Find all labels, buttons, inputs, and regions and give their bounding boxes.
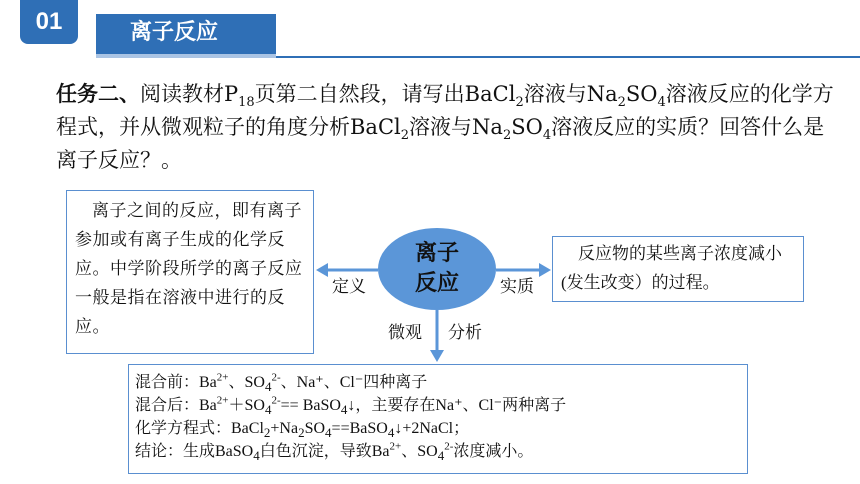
analysis-text: 白色沉淀，导致Ba <box>259 443 390 460</box>
analysis-sup: 2+ <box>389 440 402 453</box>
analysis-text: 混合前：Ba <box>135 374 217 391</box>
analysis-line-before <box>135 371 743 394</box>
task-text: 溶液与Na <box>523 82 618 106</box>
label-essence: 实质 <box>500 277 534 297</box>
task-label: 任务二、 <box>56 82 140 106</box>
analysis-line-conclusion <box>135 440 743 463</box>
analysis-text: 、Na⁺、Cl⁻四种离子 <box>280 374 428 391</box>
essence-box: 反应物的某些离子浓度减小(发生改变）的过程。 <box>552 236 804 302</box>
page-title: 离子反应 <box>130 20 219 45</box>
definition-box: 离子之间的反应，即有离子参加或有离子生成的化学反应。中学阶段所学的离子反应一般是指在溶液中进行的反应。 <box>66 190 314 354</box>
task-sub: 2 <box>617 95 626 111</box>
analysis-sub: 2 <box>298 425 305 441</box>
analysis-text: SO <box>304 420 326 437</box>
task-text: 溶液反应的化学方程式，并从微观粒子的角度分析BaCl <box>56 82 834 139</box>
analysis-sup: 2- <box>271 371 281 384</box>
analysis-sub: 2 <box>263 425 271 441</box>
analysis-sub: 4 <box>437 448 445 464</box>
analysis-sub: 4 <box>340 402 348 418</box>
analysis-text: 、SO <box>228 374 265 391</box>
analysis-text: +Na <box>270 420 299 437</box>
analysis-sup: 2- <box>444 440 454 453</box>
section-number: 01 <box>20 0 78 44</box>
arrow-right-head <box>539 263 551 277</box>
analysis-text: 混合后：Ba <box>135 397 217 414</box>
task-text: 溶液反应的实质？回答什么是离子反应？。 <box>56 115 825 172</box>
task-sub: 2 <box>515 95 524 111</box>
task-sub: 2 <box>502 128 512 144</box>
analysis-sub: 4 <box>253 448 260 464</box>
analysis-box <box>128 364 748 474</box>
analysis-sup: 2- <box>271 394 281 407</box>
analysis-sup: 2+ <box>216 371 229 384</box>
label-definition: 定义 <box>332 277 366 297</box>
analysis-text: 、SO <box>401 443 438 460</box>
analysis-sub: 4 <box>387 425 395 441</box>
analysis-text: ＋SO <box>228 397 265 414</box>
center-concept <box>378 228 496 310</box>
label-micro: 微观 <box>388 323 422 343</box>
analysis-text: 结论：生成BaSO <box>135 443 254 460</box>
analysis-sup: 2+ <box>216 394 229 407</box>
task-sub: 2 <box>400 128 410 144</box>
analysis-text: 浓度减小。 <box>453 443 534 460</box>
analysis-sub: 4 <box>264 379 272 395</box>
center-line2: 反应 <box>414 271 459 296</box>
analysis-line-after <box>135 394 743 417</box>
analysis-sub: 4 <box>264 402 272 418</box>
center-line1: 离子 <box>414 241 459 266</box>
label-analysis: 分析 <box>448 323 482 343</box>
task-text: SO <box>511 115 543 139</box>
analysis-text: ↓，主要存在Na⁺、Cl⁻两种离子 <box>347 397 567 414</box>
analysis-text: 化学方程式：BaCl <box>135 420 264 437</box>
analysis-text: == BaSO <box>280 397 341 414</box>
task-sub: 4 <box>542 128 552 144</box>
task-sub: 18 <box>238 95 255 111</box>
analysis-sub: 4 <box>325 425 332 441</box>
analysis-line-equation <box>135 417 743 440</box>
task-text: 阅读教材P <box>140 82 239 106</box>
arrow-left-head <box>316 263 328 277</box>
task-text: SO <box>625 82 658 106</box>
analysis-text: ↓+2NaCl； <box>394 420 470 437</box>
task-text: 页第二自然段，请写出BaCl <box>254 82 516 106</box>
arrow-down-head <box>430 350 444 362</box>
task-text: 溶液与Na <box>409 115 503 139</box>
task-sub: 4 <box>657 95 666 111</box>
analysis-text: ==BaSO <box>331 420 388 437</box>
